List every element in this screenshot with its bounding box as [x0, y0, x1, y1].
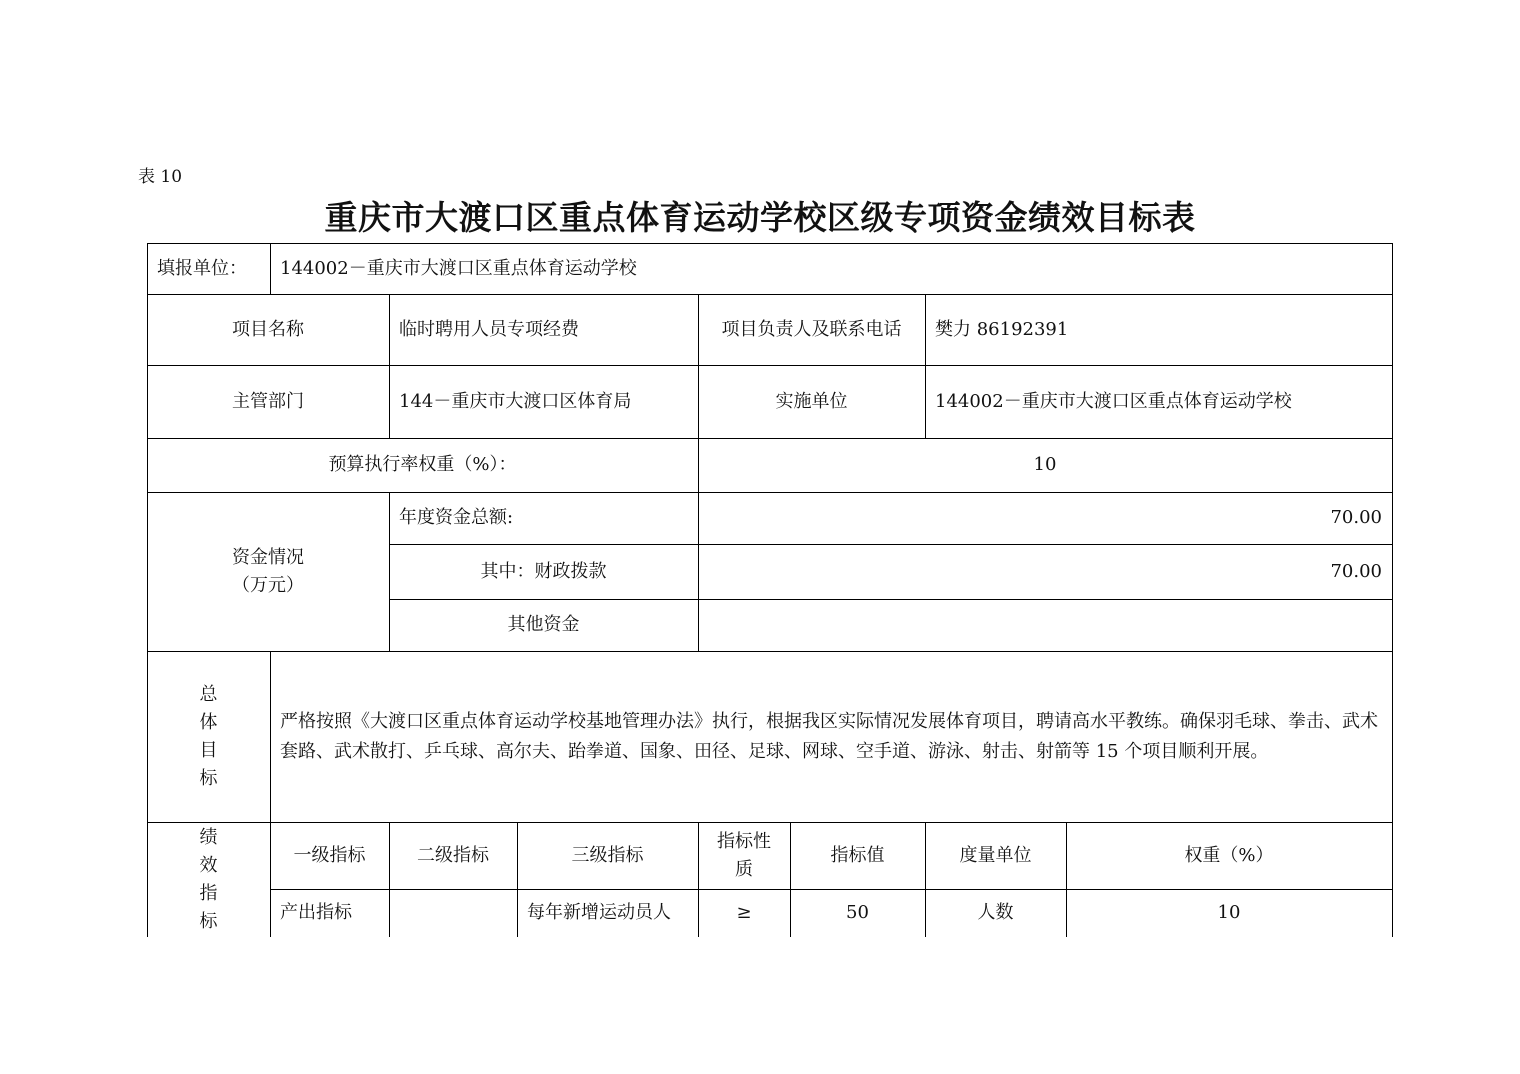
overall-goal-char: 目 [199, 739, 218, 761]
header-nature-line1: 指标性 [717, 830, 771, 852]
funds-fiscal-label: 其中：财政拨款 [480, 560, 607, 582]
indicators-label [147, 822, 270, 937]
dept-value: 144－重庆市大渡口区体育局 [399, 390, 632, 412]
funds-other-label: 其他资金 [507, 614, 580, 635]
row-level1: 产出指标 [280, 902, 352, 923]
project-contact-label: 项目负责人及联系电话 [721, 318, 902, 340]
header-nature-line2: 质 [735, 858, 753, 880]
header-weight: 权重（%） [1184, 844, 1274, 866]
project-contact-value: 樊力 86192391 [935, 318, 1069, 340]
indicators-char: 效 [199, 855, 218, 876]
indicators-char: 绩 [199, 827, 218, 848]
budget-rate-label: 预算执行率权重（%）： [328, 454, 517, 475]
indicators-char: 标 [199, 911, 218, 932]
header-level3: 三级指标 [571, 844, 644, 866]
table-border-right [1392, 243, 1393, 937]
document-title: 重庆市大渡口区重点体育运动学校区级专项资金绩效目标表 [324, 198, 1196, 237]
fill-unit-label: 填报单位： [157, 257, 247, 279]
indicators-char: 指 [199, 883, 218, 904]
row-unit: 人数 [977, 902, 1014, 923]
funds-total-value: 70.00 [1330, 507, 1382, 528]
budget-rate-value: 10 [1033, 454, 1057, 475]
row-level2 [389, 889, 517, 937]
row-nature: ≥ [736, 902, 752, 923]
funds-fiscal-value: 70.00 [1330, 560, 1382, 582]
fill-unit-value: 144002－重庆市大渡口区重点体育运动学校 [280, 257, 637, 279]
funds-total-label: 年度资金总额: [399, 507, 514, 528]
header-level2: 二级指标 [417, 844, 489, 866]
funds-label-line1: 资金情况 [232, 546, 304, 568]
row-value: 50 [846, 902, 869, 923]
header-level1: 一级指标 [293, 844, 366, 866]
header-unit: 度量单位 [959, 844, 1032, 866]
header-value: 指标值 [830, 844, 885, 866]
row-weight: 10 [1217, 902, 1241, 923]
funds-other-value [698, 599, 1392, 651]
overall-goal-text: 严格按照《大渡口区重点体育运动学校基地管理办法》执行，根据我区实际情况发展体育项目，聘请高水平教练。确保羽毛球、拳击、武术套路、武术散打、乒乓球、高尔夫、跆拳道、国象、田径、足球、网球、空手道、游泳、射击、射箭等 15 个项目顺利开展。 [280, 710, 1378, 762]
project-name-value: 临时聘用人员专项经费 [399, 318, 579, 340]
overall-goal-label [147, 651, 270, 822]
project-name-label: 项目名称 [232, 318, 304, 340]
dept-label: 主管部门 [232, 390, 304, 412]
impl-unit-label: 实施单位 [775, 390, 848, 412]
row-level3: 每年新增运动员人 [527, 902, 671, 923]
header-nature [698, 822, 790, 889]
table-number: 表 10 [138, 167, 183, 187]
overall-goal-char: 体 [199, 711, 218, 733]
funds-label [147, 492, 389, 651]
overall-goal-char: 总 [199, 683, 218, 705]
funds-label-line2: （万元） [232, 574, 304, 596]
overall-goal-char: 标 [199, 767, 218, 789]
impl-unit-value: 144002－重庆市大渡口区重点体育运动学校 [935, 390, 1292, 412]
